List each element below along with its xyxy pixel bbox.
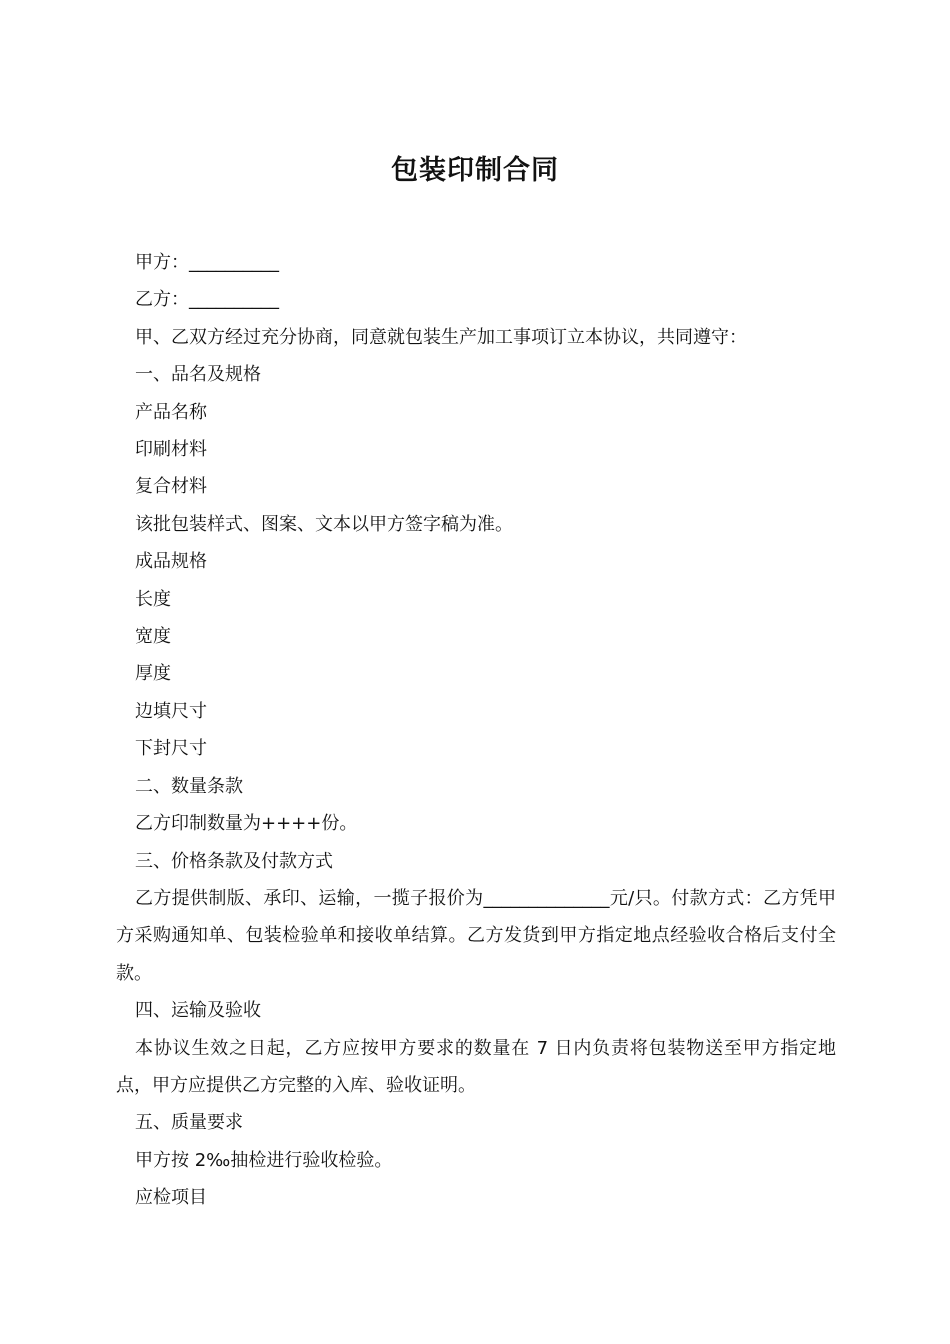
section-heading-2: 二、数量条款 <box>135 775 243 797</box>
field-edge-size: 边填尺寸 <box>135 700 207 722</box>
field-width: 宽度 <box>135 626 171 648</box>
sampling-clause: 甲方按 2‰抽检进行验收检验。 <box>135 1149 393 1171</box>
section-heading-4: 四、运输及验收 <box>135 1000 261 1022</box>
document-body <box>116 244 836 1217</box>
section-heading-1: 一、品名及规格 <box>135 364 261 386</box>
field-length: 长度 <box>135 588 171 610</box>
transport-clause: 本协议生效之日起，乙方应按甲方要求的数量在 7 日内负责将包装物送至甲方指定地点，甲方应提供乙方完整的入库、验收证明。 <box>116 1037 836 1096</box>
field-thickness: 厚度 <box>135 663 171 685</box>
style-note: 该批包装样式、图案、文本以甲方签字稿为准。 <box>135 513 513 535</box>
inspection-items: 应检项目 <box>135 1187 207 1209</box>
document-title: 包装印制合同 <box>391 155 559 187</box>
field-print-material: 印刷材料 <box>135 439 207 461</box>
section-heading-3: 三、价格条款及付款方式 <box>135 850 333 872</box>
price-payment-clause: 乙方提供制版、承印、运输，一揽子报价为______________元/只。付款方式：乙方凭甲方采购通知单、包装检验单和接收单结算。乙方发货到甲方指定地点经验收合格后支付全款。 <box>116 887 836 984</box>
party-a-line: 甲方：__________ <box>135 252 279 273</box>
field-composite-material: 复合材料 <box>135 476 207 498</box>
quantity-clause: 乙方印制数量为++++份。 <box>135 813 358 835</box>
section-heading-5: 五、质量要求 <box>135 1112 243 1134</box>
party-b-line: 乙方：__________ <box>135 289 279 311</box>
field-finished-spec: 成品规格 <box>135 551 207 573</box>
field-bottom-seal-size: 下封尺寸 <box>135 738 207 760</box>
field-product-name: 产品名称 <box>135 401 207 423</box>
preamble: 甲、乙双方经过充分协商，同意就包装生产加工事项订立本协议，共同遵守： <box>135 326 747 348</box>
